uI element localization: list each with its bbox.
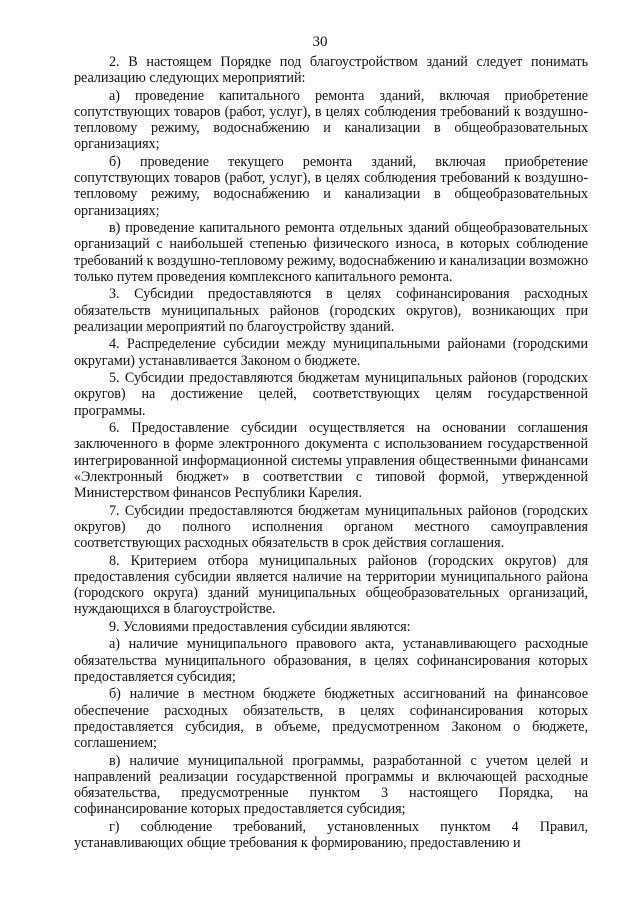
document-body bbox=[74, 54, 588, 853]
paragraph-5: 5. Субсидии предоставляются бюджетам муниципальных районов (городских округов) на достижение целей, соответствующих целям государственной программы. bbox=[74, 370, 588, 419]
paragraph-9b: б) наличие в местном бюджете бюджетных ассигнований на финансовое обеспечение расходных обязательств, в целях софинансирования которых предоставляется субсидия, в объеме, предусмотренном Законом о бюджете, соглашением; bbox=[74, 686, 588, 752]
paragraph-2v: в) проведение капитального ремонта отдельных зданий общеобразовательных организаций с наибольшей степенью физического износа, в которых соблюдение требований к воздушно-тепловому режиму, водоснабжению и канализации возможно только путем проведения комплексного капитального ремонта. bbox=[74, 220, 588, 285]
paragraph-8: 8. Критерием отбора муниципальных районов (городских округов) для предоставления субсидии является наличие на территории муниципального района (городского округа) зданий муниципальных общеобразовательных организаций, нуждающихся в благоустройстве. bbox=[74, 552, 588, 618]
paragraph-9: 9. Условиями предоставления субсидии являются: bbox=[109, 618, 411, 635]
paragraph-2b: б) проведение текущего ремонта зданий, включая приобретение сопутствующих товаров (работ, услуг), в целях соблюдения требований к воздушно-тепловому режиму, водоснабжению и канализации в общеобразовательных организациях; bbox=[74, 154, 588, 219]
paragraph-7: 7. Субсидии предоставляются бюджетам муниципальных районов (городских округов) до полного исполнения органом местного самоуправления соответствующих расходных обязательств в срок действия соглашения. bbox=[74, 502, 588, 552]
page-number: 30 bbox=[312, 34, 328, 50]
paragraph-2a: а) проведение капитального ремонта зданий, включая приобретение сопутствующих товаров (работ, услуг), в целях соблюдения требований к воздушно-тепловому режиму, водоснабжению и канализации в общеобразовательных организациях; bbox=[74, 87, 588, 153]
paragraph-2: 2. В настоящем Порядке под благоустройством зданий следует понимать реализацию следующих мероприятий: bbox=[74, 54, 588, 87]
paragraph-6: 6. Предоставление субсидии осуществляется на основании соглашения заключенного в форме электронного документа с использованием государственной интегрированной информационной системы управления общественными финансами «Электронный бюджет» в соответствии с типовой формой, утвержденной Министерством финансов Республики Карелия. bbox=[74, 420, 588, 502]
paragraph-9v: в) наличие муниципальной программы, разработанной с учетом целей и направлений реализации государственной программы и включающей расходные обязательства, предусмотренные пунктом 3 настоящего Порядка, на софинансирование которых предоставляется субсидия; bbox=[74, 752, 588, 818]
paragraph-9a: а) наличие муниципального правового акта, устанавливающего расходные обязательства муниципального образования, в целях софинансирования которых предоставляется субсидия; bbox=[74, 636, 588, 685]
paragraph-4: 4. Распределение субсидии между муниципальными районами (городскими округами) устанавливается Законом о бюджете. bbox=[74, 336, 588, 369]
paragraph-3: 3. Субсидии предоставляются в целях софинансирования расходных обязательств муниципальных районов (городских округов), возникающих при реализации мероприятий по благоустройству зданий. bbox=[74, 286, 588, 335]
paragraph-9g: г) соблюдение требований, установленных пунктом 4 Правил, устанавливающих общие требования к формированию, предоставлению и bbox=[74, 818, 588, 852]
